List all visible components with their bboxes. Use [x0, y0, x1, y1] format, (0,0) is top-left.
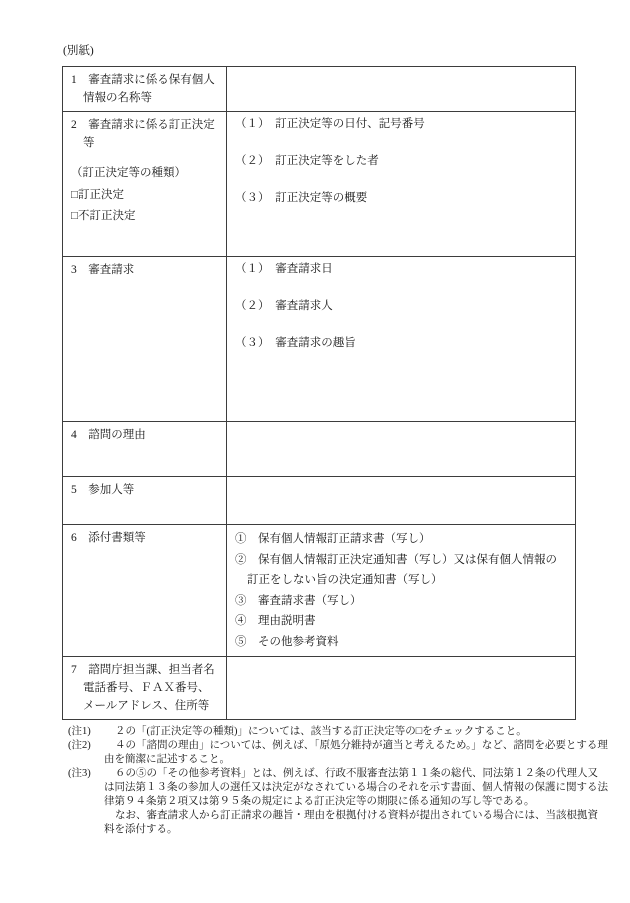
- row-2-correction-decision: [63, 112, 576, 257]
- checkbox-unchecked-icon: □: [71, 210, 78, 222]
- row1-title-line1: 1 審査請求に係る保有個人: [71, 74, 215, 86]
- note-3-paragraph-1: ６の⑤の「その他参考資料」とは、例えば、行政不服審査法第１１条の総代、同法第１２条の代理人又は同法第１３条の参加人の選任又は決定がなされている場合のそれを示す書面、個人情報の保護に関する法律第９４条第２項又は第９５条の規定による訂正決定等の期限に係る通知の写し等である。: [104, 768, 608, 807]
- row4-right-cell-empty: [227, 422, 576, 477]
- note-3-label: (注3): [68, 768, 91, 779]
- row3-item-2: （２） 審査請求人: [235, 300, 333, 312]
- checkbox-label-no-correction-decision: 不訂正決定: [77, 210, 136, 222]
- row5-right-cell-empty: [227, 477, 576, 525]
- note-3-body: [104, 767, 630, 837]
- row3-left-cell: [63, 257, 227, 422]
- row6-item-5: ⑤ その他参考資料: [235, 635, 339, 648]
- row2-left-cell: [63, 112, 227, 257]
- row2-item-2: （２） 訂正決定等をした者: [235, 155, 379, 167]
- row7-title-line2: 電話番号、ＦＡＸ番号、: [83, 682, 210, 694]
- row-5-participants: [63, 477, 576, 525]
- row6-left-cell: [63, 525, 227, 657]
- row-3-review-request: [63, 257, 576, 422]
- row2-item-3: （３） 訂正決定等の概要: [235, 192, 368, 204]
- row6-right-cell: [227, 525, 576, 657]
- row2-title-line1: 2 審査請求に係る訂正決定: [71, 119, 215, 131]
- row2-title-line2: 等: [83, 137, 95, 149]
- row6-title: 6 添付書類等: [71, 532, 146, 544]
- checkbox-row-no-correction-decision: [71, 206, 218, 228]
- checkbox-unchecked-icon: □: [71, 188, 78, 201]
- row5-title: 5 参加人等: [71, 484, 135, 496]
- row1-left-cell: [63, 67, 227, 112]
- checkbox-label-correction-decision: 訂正決定: [77, 188, 124, 201]
- row7-title-line3: メールアドレス、住所等: [83, 700, 210, 712]
- page-label: (別紙): [63, 45, 94, 57]
- row3-title: 3 審査請求: [71, 264, 135, 276]
- note-1-body: [104, 725, 630, 739]
- form-table: [62, 66, 576, 720]
- decision-type-label: （訂正決定等の種類）: [71, 167, 186, 179]
- row3-right-cell: [227, 257, 576, 422]
- checkbox-row-correction-decision: [71, 185, 218, 207]
- row6-item-1: ① 保有個人情報訂正請求書（写し）: [235, 533, 431, 545]
- note-1-label: (注1): [68, 726, 91, 737]
- note-3-paragraph-2: なお、審査請求人から訂正請求の趣旨・理由を根拠付ける資料が提出されている場合には、当該根拠資料を添付する。: [104, 810, 598, 835]
- decision-type-group: [71, 163, 218, 228]
- row4-left-cell: [63, 422, 227, 477]
- notes-section: [62, 725, 630, 837]
- row3-item-1: （１） 審査請求日: [235, 263, 333, 275]
- note-1-paragraph: ２の「(訂正決定等の種類)」については、該当する訂正決定等の□をチェックすること。: [115, 726, 527, 737]
- row1-title-line2: 情報の名称等: [83, 92, 152, 104]
- row2-item-1: （１） 訂正決定等の日付、記号番号: [235, 118, 425, 130]
- note-1: [62, 725, 630, 739]
- row2-right-cell: [227, 112, 576, 257]
- row6-item-2: ② 保有個人情報訂正決定通知書（写し）又は保有個人情報の訂正をしない旨の決定通知書（写し）: [235, 553, 557, 586]
- row-6-attached-documents: [63, 525, 576, 657]
- row5-left-cell: [63, 477, 227, 525]
- note-3: [62, 767, 630, 837]
- row6-item-3: ③ 審査請求書（写し）: [235, 594, 362, 607]
- note-2-label: (注2): [68, 740, 91, 751]
- note-2: [62, 739, 630, 767]
- row-1-held-personal-info-name: [63, 67, 576, 112]
- row7-right-cell-empty: [227, 657, 576, 720]
- row-7-agency-contact: [63, 657, 576, 720]
- note-2-paragraph: ４の「諮問の理由」については、例えば、「原処分維持が適当と考えるため。」など、諮問を必要とする理由を簡潔に記述すること。: [104, 740, 608, 765]
- note-2-body: [104, 739, 630, 767]
- row7-title-line1: 7 諮問庁担当課、担当者名: [71, 664, 215, 676]
- row7-left-cell: [63, 657, 227, 720]
- row3-item-3: （３） 審査請求の趣旨: [235, 337, 356, 349]
- row1-right-cell-empty: [227, 67, 576, 112]
- row6-item-4: ④ 理由説明書: [235, 615, 316, 627]
- row4-title: 4 諮問の理由: [71, 429, 146, 441]
- row-4-consultation-reason: [63, 422, 576, 477]
